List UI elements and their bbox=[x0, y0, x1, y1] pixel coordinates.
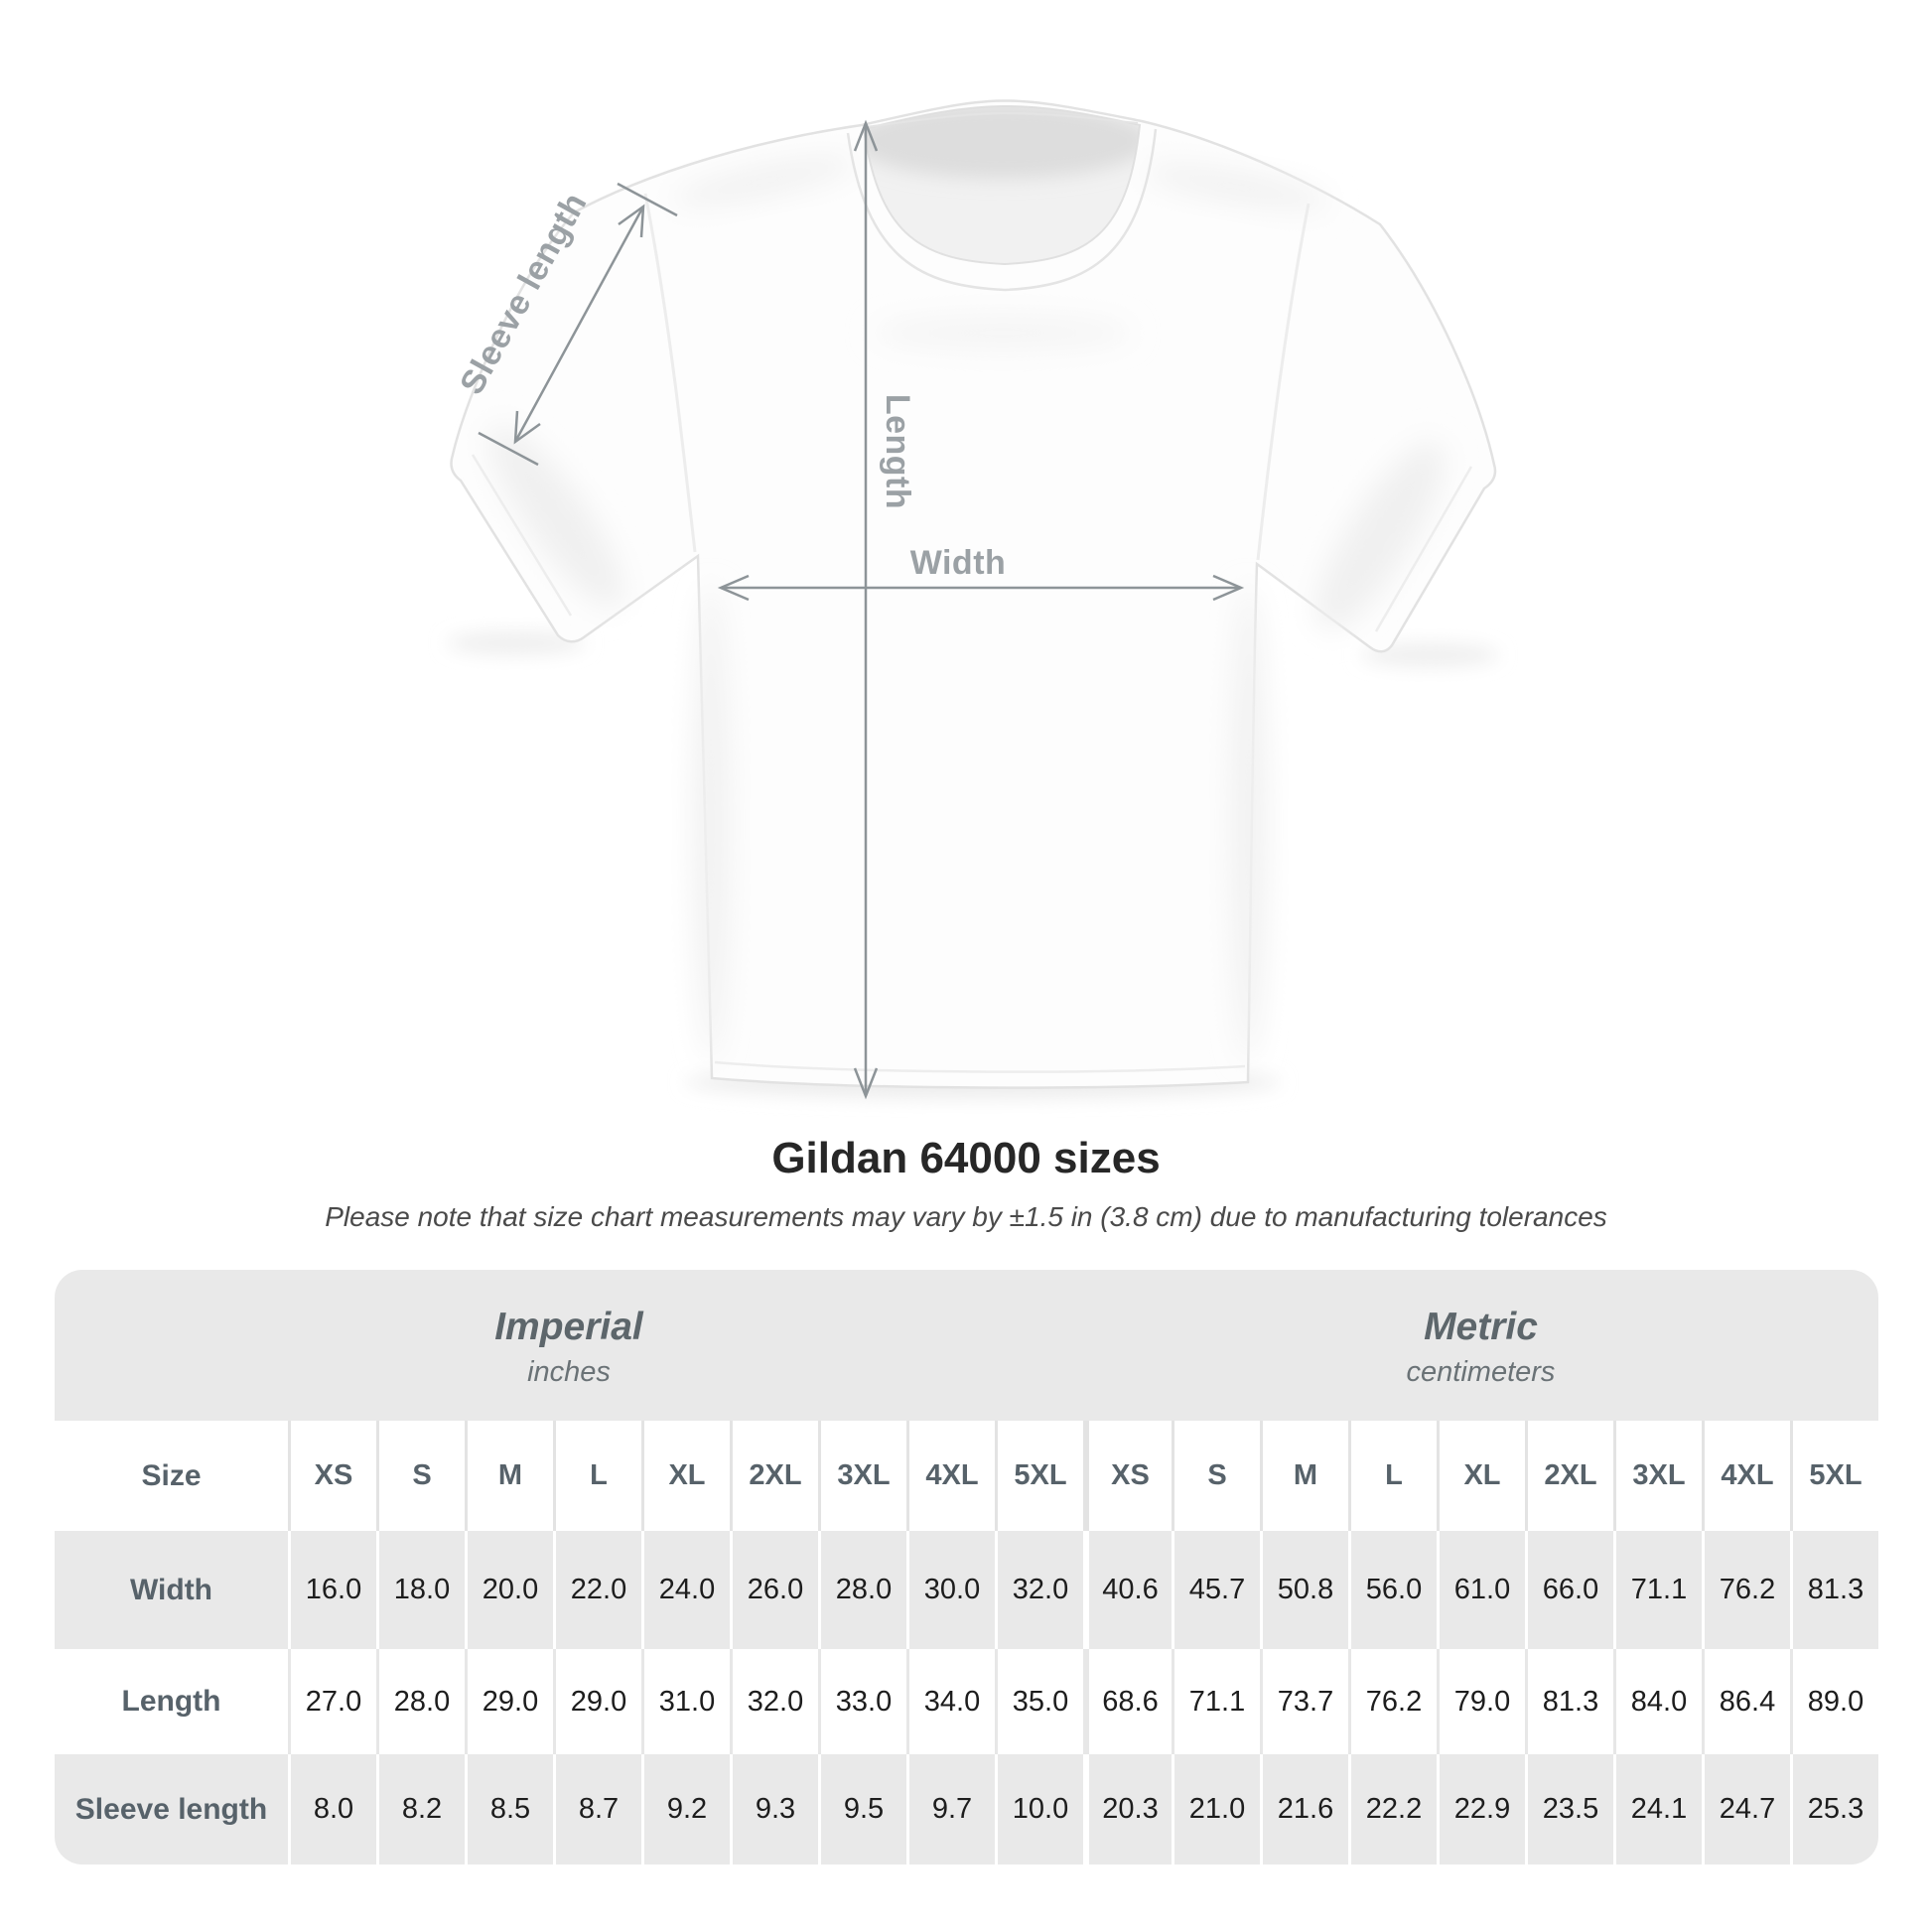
imperial-size-col-xl: XL bbox=[641, 1421, 730, 1531]
unit-band bbox=[55, 1270, 1878, 1421]
imperial-value: 16.0 bbox=[288, 1531, 376, 1649]
imperial-size-col-5xl: 5XL bbox=[995, 1421, 1083, 1531]
metric-value: 21.6 bbox=[1260, 1754, 1348, 1864]
imperial-value: 24.0 bbox=[641, 1531, 730, 1649]
metric-title: Metric bbox=[1424, 1306, 1538, 1349]
imperial-value: 8.2 bbox=[376, 1754, 465, 1864]
metric-value: 79.0 bbox=[1437, 1649, 1525, 1754]
metric-size-col-5xl: 5XL bbox=[1790, 1421, 1878, 1531]
imperial-value: 27.0 bbox=[288, 1649, 376, 1754]
imperial-value: 8.7 bbox=[553, 1754, 641, 1864]
imperial-value: 35.0 bbox=[995, 1649, 1083, 1754]
imperial-value: 26.0 bbox=[730, 1531, 818, 1649]
metric-value: 20.3 bbox=[1083, 1754, 1172, 1864]
metric-value: 76.2 bbox=[1348, 1649, 1437, 1754]
metric-value: 40.6 bbox=[1083, 1531, 1172, 1649]
imperial-value: 28.0 bbox=[376, 1649, 465, 1754]
length-label: Length bbox=[879, 393, 916, 510]
metric-size-col-m: M bbox=[1260, 1421, 1348, 1531]
metric-value: 24.1 bbox=[1613, 1754, 1702, 1864]
imperial-value: 9.3 bbox=[730, 1754, 818, 1864]
table-rows bbox=[55, 1531, 1878, 1864]
imperial-section-header bbox=[55, 1270, 1083, 1421]
metric-size-col-3xl: 3XL bbox=[1613, 1421, 1702, 1531]
metric-value: 86.4 bbox=[1702, 1649, 1790, 1754]
metric-value: 66.0 bbox=[1525, 1531, 1613, 1649]
metric-value: 50.8 bbox=[1260, 1531, 1348, 1649]
width-label: Width bbox=[909, 544, 1007, 582]
imperial-size-col-4xl: 4XL bbox=[906, 1421, 995, 1531]
imperial-value: 29.0 bbox=[465, 1649, 553, 1754]
metric-unit: centimeters bbox=[1406, 1355, 1556, 1388]
metric-value: 25.3 bbox=[1790, 1754, 1878, 1864]
metric-value: 81.3 bbox=[1790, 1531, 1878, 1649]
table-row-length bbox=[55, 1649, 1878, 1754]
imperial-value: 22.0 bbox=[553, 1531, 641, 1649]
metric-value: 21.0 bbox=[1172, 1754, 1260, 1864]
imperial-value: 31.0 bbox=[641, 1649, 730, 1754]
metric-section-header bbox=[1083, 1270, 1878, 1421]
metric-value: 71.1 bbox=[1172, 1649, 1260, 1754]
imperial-value: 9.5 bbox=[818, 1754, 906, 1864]
imperial-size-col-s: S bbox=[376, 1421, 465, 1531]
size-header-row bbox=[55, 1421, 1878, 1531]
metric-size-col-xl: XL bbox=[1437, 1421, 1525, 1531]
metric-value: 84.0 bbox=[1613, 1649, 1702, 1754]
metric-value: 22.2 bbox=[1348, 1754, 1437, 1864]
sleeve-length-label: Sleeve length bbox=[453, 186, 595, 401]
imperial-size-col-2xl: 2XL bbox=[730, 1421, 818, 1531]
metric-value: 45.7 bbox=[1172, 1531, 1260, 1649]
imperial-value: 32.0 bbox=[995, 1531, 1083, 1649]
size-table bbox=[55, 1270, 1878, 1864]
imperial-size-col-xs: XS bbox=[288, 1421, 376, 1531]
metric-size-col-s: S bbox=[1172, 1421, 1260, 1531]
metric-value: 68.6 bbox=[1083, 1649, 1172, 1754]
metric-value: 61.0 bbox=[1437, 1531, 1525, 1649]
imperial-value: 18.0 bbox=[376, 1531, 465, 1649]
metric-value: 22.9 bbox=[1437, 1754, 1525, 1864]
metric-value: 71.1 bbox=[1613, 1531, 1702, 1649]
metric-size-col-xs: XS bbox=[1083, 1421, 1172, 1531]
imperial-value: 28.0 bbox=[818, 1531, 906, 1649]
imperial-value: 32.0 bbox=[730, 1649, 818, 1754]
metric-value: 81.3 bbox=[1525, 1649, 1613, 1754]
metric-value: 56.0 bbox=[1348, 1531, 1437, 1649]
tolerance-note: Please note that size chart measurements may vary by ±1.5 in (3.8 cm) due to manufacturing tolerances bbox=[325, 1201, 1607, 1232]
imperial-size-col-3xl: 3XL bbox=[818, 1421, 906, 1531]
imperial-value: 8.0 bbox=[288, 1754, 376, 1864]
imperial-value: 20.0 bbox=[465, 1531, 553, 1649]
imperial-size-col-m: M bbox=[465, 1421, 553, 1531]
imperial-value: 10.0 bbox=[995, 1754, 1083, 1864]
metric-size-col-2xl: 2XL bbox=[1525, 1421, 1613, 1531]
table-row-sleeve-length bbox=[55, 1754, 1878, 1864]
row-label: Width bbox=[55, 1531, 288, 1649]
metric-size-col-l: L bbox=[1348, 1421, 1437, 1531]
metric-value: 89.0 bbox=[1790, 1649, 1878, 1754]
row-label: Length bbox=[55, 1649, 288, 1754]
page-title: Gildan 64000 sizes bbox=[771, 1134, 1161, 1182]
row-label: Sleeve length bbox=[55, 1754, 288, 1864]
imperial-title: Imperial bbox=[494, 1306, 643, 1349]
imperial-value: 8.5 bbox=[465, 1754, 553, 1864]
imperial-value: 34.0 bbox=[906, 1649, 995, 1754]
imperial-value: 9.7 bbox=[906, 1754, 995, 1864]
imperial-unit: inches bbox=[527, 1355, 611, 1388]
imperial-size-col-l: L bbox=[553, 1421, 641, 1531]
imperial-value: 29.0 bbox=[553, 1649, 641, 1754]
imperial-value: 30.0 bbox=[906, 1531, 995, 1649]
metric-size-col-4xl: 4XL bbox=[1702, 1421, 1790, 1531]
metric-value: 76.2 bbox=[1702, 1531, 1790, 1649]
size-header-cell: Size bbox=[141, 1458, 202, 1492]
imperial-value: 9.2 bbox=[641, 1754, 730, 1864]
metric-value: 24.7 bbox=[1702, 1754, 1790, 1864]
metric-value: 73.7 bbox=[1260, 1649, 1348, 1754]
metric-value: 23.5 bbox=[1525, 1754, 1613, 1864]
imperial-value: 33.0 bbox=[818, 1649, 906, 1754]
table-row-width bbox=[55, 1531, 1878, 1649]
